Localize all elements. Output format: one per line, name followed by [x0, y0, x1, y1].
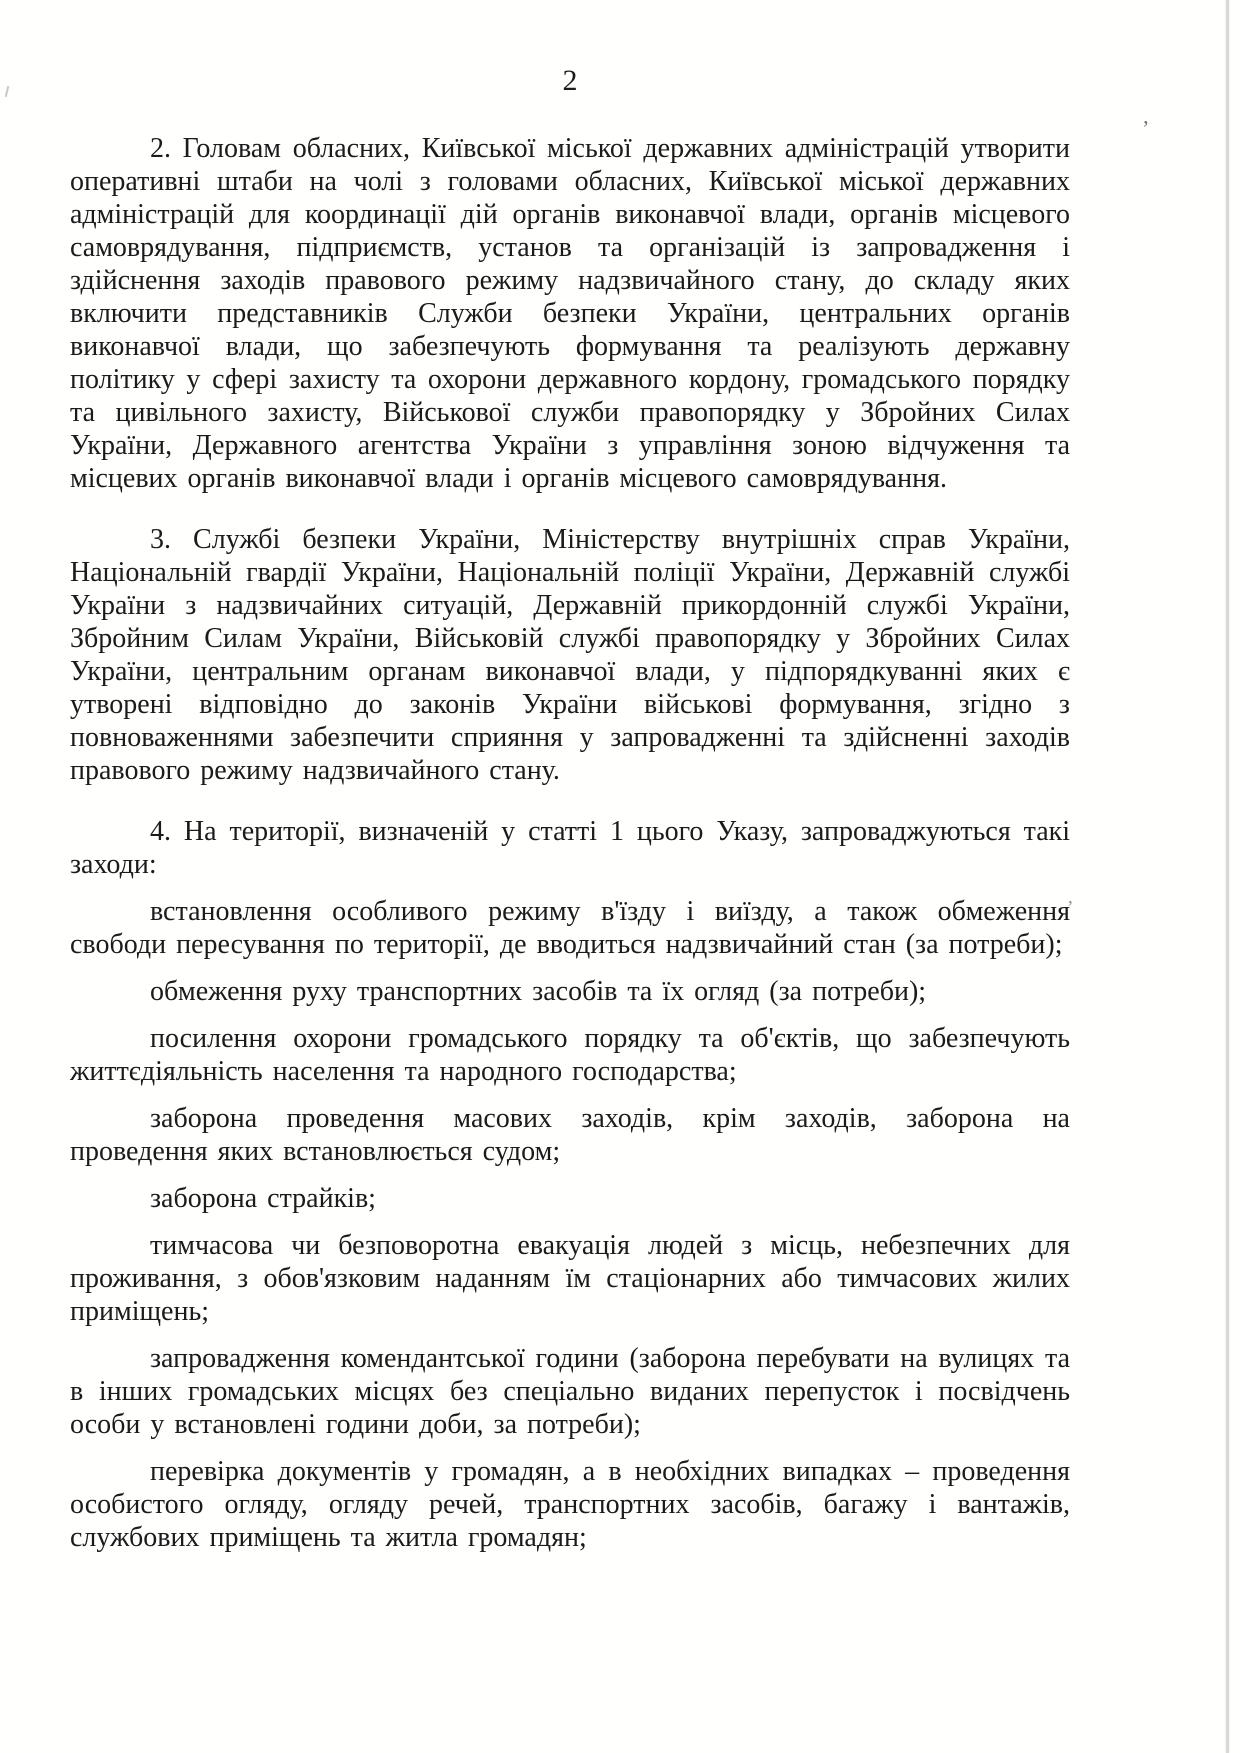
- paragraph-3: 3. Службі безпеки України, Міністерству внутрішніх справ України, Національній гвардії України, Національній поліції України, Державній службі України з надзвичайних ситуацій, Державній прикордонній службі України, Збройним Силам України, Військовій службі правопорядку у Збройних Силах України, центральним органам виконавчої влади, у підпорядкуванні яких є утворені відповідно до законів України військові формування, згідно з повноваженнями забезпечити сприяння у запровадженні та здійсненні заходів правового режиму надзвичайного стану.: [70, 524, 1070, 786]
- measure-item-entry-exit: встановлення особливого режиму в'їзду і виїзду, а також обмеження свободи пересування по території, де вводиться надзвичайний стан (за потреби);: [70, 896, 1070, 960]
- scan-edge-artifact: [1226, 0, 1229, 1753]
- measure-item-public-order: посилення охорони громадського порядку та об'єктів, що забезпечують життєдіяльність населення та народного господарства;: [70, 1023, 1070, 1087]
- measure-item-transport: обмеження руху транспортних засобів та їх огляд (за потреби);: [150, 976, 927, 1007]
- page-number: 2: [562, 64, 578, 97]
- measure-item-document-checks: перевірка документів у громадян, а в необхідних випадках – проведення особистого огляду, огляду речей, транспортних засобів, багажу і вантажів, службових приміщень та житла громадян;: [70, 1456, 1070, 1553]
- measure-item-strikes: заборона страйків;: [150, 1183, 376, 1214]
- scan-speck-artifact: [5, 86, 10, 97]
- scan-mark-artifact: ,: [1068, 887, 1073, 908]
- paragraph-4-intro: 4. На території, визначеній у статті 1 цього Указу, запроваджуються такі заходи:: [70, 816, 1070, 880]
- text-column: [70, 64, 1070, 1554]
- scan-mark-artifact: ʼ: [1142, 116, 1150, 141]
- paragraph-2: 2. Головам обласних, Київської міської державних адміністрацій утворити оперативні штаби на чолі з головами обласних, Київської міської державних адміністрацій для координації дій органів виконавчої влади, органів місцевого самоврядування, підприємств, установ та організацій із запровадження і здійснення заходів правового режиму надзвичайного стану, до складу яких включити представників Служби безпеки України, центральних органів виконавчої влади, що забезпечують формування та реалізують державну політику у сфері захисту та охорони державного кордону, громадського порядку та цивільного захисту, Військової служби правопорядку у Збройних Силах України, Державного агентства України з управління зоною відчуження та місцевих органів виконавчої влади і органів місцевого самоврядування.: [70, 133, 1070, 494]
- measure-item-curfew: запровадження комендантської години (заборона перебувати на вулицях та в інших громадських місцях без спеціально виданих перепусток і посвідчень особи у встановлені години доби, за потреби);: [70, 1343, 1070, 1440]
- measure-item-evacuation: тимчасова чи безповоротна евакуація людей з місць, небезпечних для проживання, з обов'язковим наданням їм стаціонарних або тимчасових жилих приміщень;: [70, 1230, 1070, 1327]
- measure-item-mass-events: заборона проведення масових заходів, крім заходів, заборона на проведення яких встановлюється судом;: [70, 1103, 1070, 1167]
